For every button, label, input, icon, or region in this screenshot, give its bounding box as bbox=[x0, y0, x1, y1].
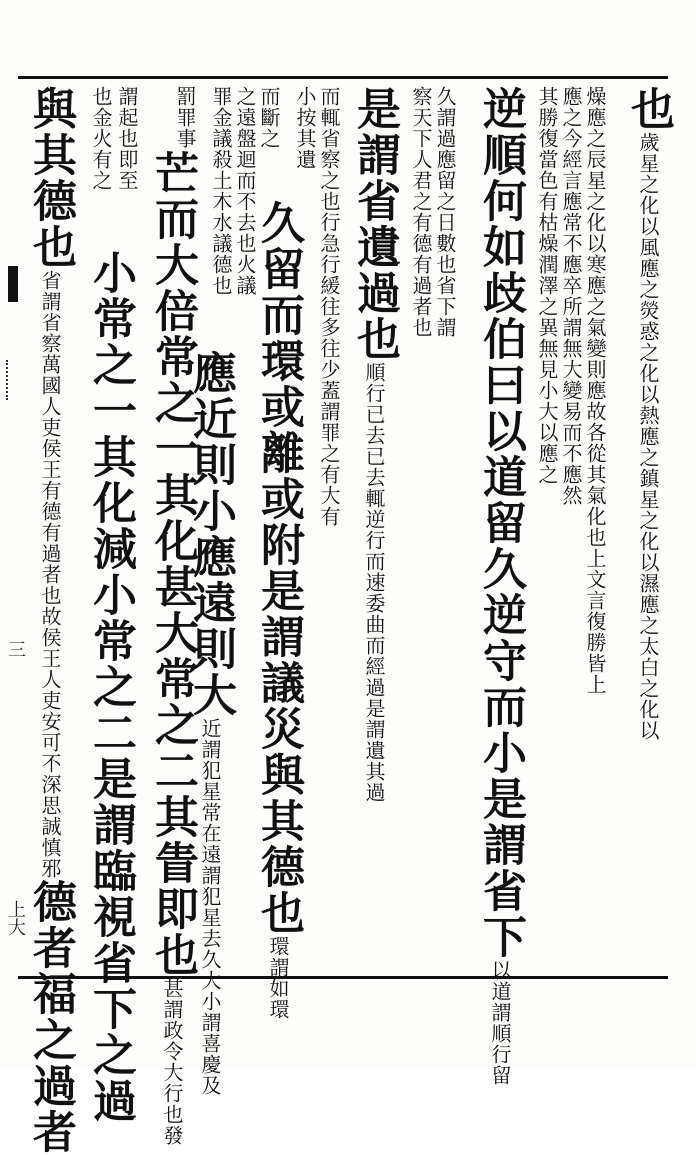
top-border-rule bbox=[18, 76, 668, 79]
text-column-12 bbox=[258, 86, 280, 971]
text-column-7 bbox=[410, 86, 432, 971]
column-main-text: 久留而環或離或附是謂議災與其德也 bbox=[253, 200, 304, 936]
text-column-13 bbox=[234, 86, 256, 971]
text-column-21 bbox=[24, 86, 76, 1155]
column-annotation-text: 之遠盤迴而不去也火議 bbox=[233, 86, 257, 296]
folio-mark: 三 bbox=[5, 640, 26, 658]
text-column-6 bbox=[434, 86, 456, 971]
text-column-8 bbox=[348, 86, 400, 971]
column-main-text: 小常之一其化減小常之二是謂臨視省下之過 bbox=[85, 250, 136, 1124]
column-annotation-text: 罪金議殺土木水議德也 bbox=[209, 86, 233, 296]
column-annotation-text: 察天下人君之有德有過者也 bbox=[409, 86, 433, 338]
column-main-text: 是謂省遺過也 bbox=[349, 86, 400, 362]
margin-tab-marker bbox=[8, 266, 18, 302]
column-annotation-text: 甚謂政令大行也發 bbox=[160, 978, 184, 1146]
text-column-17 bbox=[146, 150, 198, 1146]
column-annotation-text: 也金火有之 bbox=[89, 86, 113, 191]
text-column-4 bbox=[536, 86, 558, 971]
bottom-margin-mark: 上大 bbox=[5, 900, 26, 936]
text-column-3 bbox=[560, 86, 582, 971]
column-annotation-text: 其勝復當色有枯燥潤澤之異無見小大以應之 bbox=[535, 86, 559, 485]
margin-dots bbox=[6, 360, 14, 400]
column-main-text: 也 bbox=[623, 86, 674, 132]
column-annotation-text: 以道謂順行留 bbox=[488, 960, 512, 1086]
column-annotation-text: 省謂省察萬國人吏侯王有德有過者也故侯王人吏安可不深思誠慎邪 bbox=[38, 270, 62, 879]
column-annotation-text: 環謂如環 bbox=[266, 936, 290, 1020]
column-annotation-text: 久謂過應留之日數也省下謂 bbox=[433, 86, 457, 338]
column-annotation-text: 小按其遺 bbox=[293, 86, 317, 170]
text-column-5 bbox=[474, 86, 526, 1086]
column-annotation-text: 而輒省察之也行急行緩往多往少蓋謂罪之有大有 bbox=[317, 86, 341, 527]
column-annotation-text: 謂起也即至 bbox=[115, 86, 139, 191]
column-main-text: 應近則小應遠則大 bbox=[185, 350, 236, 718]
column-annotation-text: 近謂犯星常在遠謂犯星去久大小謂喜慶及 bbox=[198, 718, 222, 1096]
column-main-text: 與其德也 bbox=[25, 86, 76, 270]
column-annotation-text: 而斷之 bbox=[257, 86, 281, 149]
column-main-text: 德者福之過者 bbox=[25, 879, 76, 1155]
column-annotation-text: 歲星之化以風應之熒惑之化以熱應之鎮星之化以濕應之太白之化以 bbox=[636, 132, 660, 741]
text-column-1 bbox=[622, 86, 674, 971]
column-annotation-text: 罰罪事 bbox=[173, 86, 197, 149]
text-column-2 bbox=[584, 86, 606, 971]
column-annotation-text: 順行已去已去輒逆行而速委曲而經過是謂遺其過 bbox=[362, 362, 386, 803]
column-annotation-text: 燥應之辰星之化以寒應之氣變則應故各從其氣化也上文言復勝皆上 bbox=[583, 86, 607, 695]
column-main-text: 芒而大倍常之一其化甚大常之二其眚即也 bbox=[147, 150, 198, 978]
column-annotation-text: 應之今經言應常不應卒所謂無大變易而不應然 bbox=[559, 86, 583, 506]
column-main-text: 逆順何如歧伯曰以道留久逆守而小是謂省下 bbox=[475, 86, 526, 960]
text-column-9 bbox=[318, 86, 340, 971]
text-column-20 bbox=[84, 250, 136, 1124]
